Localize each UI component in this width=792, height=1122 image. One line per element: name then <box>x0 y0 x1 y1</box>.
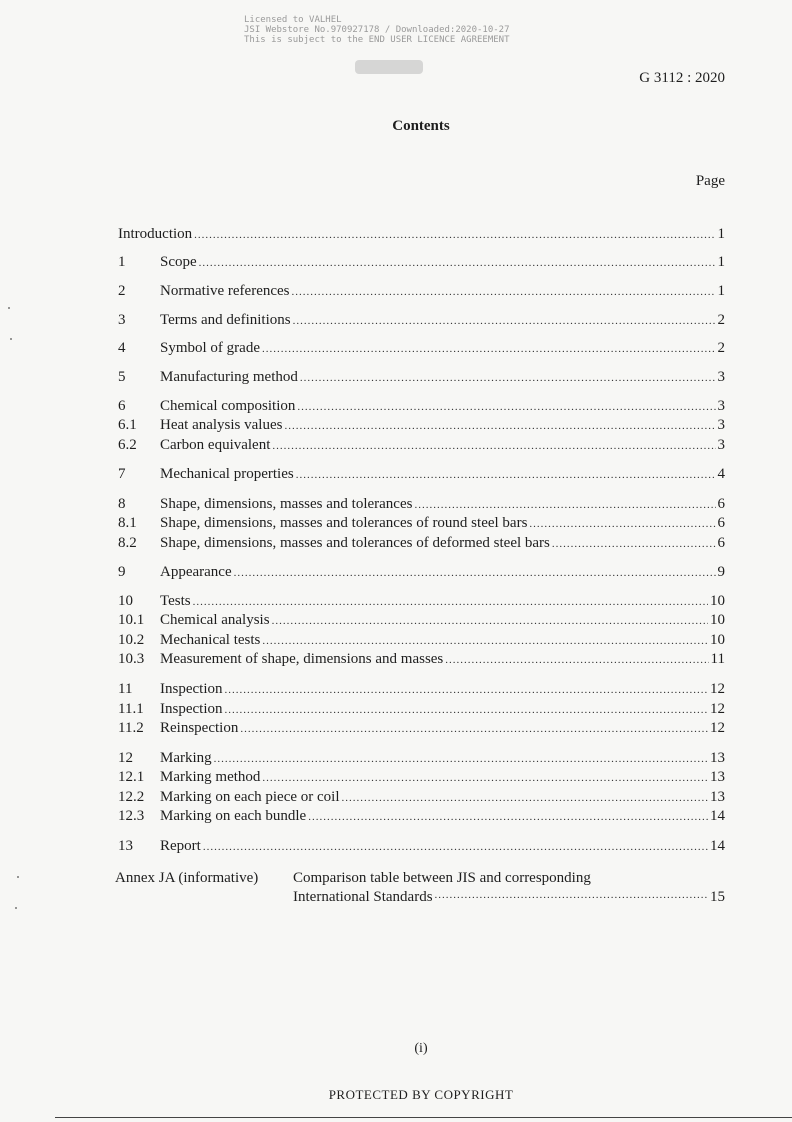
toc-entry-page: 12 <box>710 681 725 697</box>
toc-entry[interactable] <box>118 312 725 331</box>
toc-entry[interactable] <box>118 496 725 515</box>
toc-entry-number: 11 <box>118 681 133 697</box>
footer-page-number: (i) <box>414 1041 428 1056</box>
toc-entry-number: 10.2 <box>118 632 145 648</box>
toc-entry-label: Measurement of shape, dimensions and masses <box>160 651 444 667</box>
page-column-label: Page <box>695 173 725 189</box>
toc-entry-number: 8.1 <box>118 515 137 531</box>
leader-dots <box>234 567 716 579</box>
toc-entry-page: 10 <box>710 593 725 609</box>
toc-entry[interactable] <box>118 612 725 631</box>
leader-dots <box>224 704 708 716</box>
leader-dots <box>262 772 708 784</box>
toc-entry[interactable] <box>118 564 725 583</box>
toc-entry-page: 6 <box>717 496 725 512</box>
toc-entry[interactable] <box>118 720 725 739</box>
toc-entry-page: 14 <box>710 838 725 854</box>
toc-entry-label: Manufacturing method <box>160 369 298 385</box>
toc-entry-number: 8.2 <box>118 535 137 551</box>
toc-entry[interactable] <box>118 593 725 612</box>
toc-entry-label: Shape, dimensions, masses and tolerances of deformed steel bars <box>160 535 550 551</box>
toc-entry-label: Chemical composition <box>160 398 296 414</box>
toc-entry-number: 2 <box>118 283 126 299</box>
toc-entry[interactable] <box>118 226 725 245</box>
watermark-smudge <box>355 60 423 74</box>
toc-entry-label: Report <box>160 838 201 854</box>
toc-entry-number: 5 <box>118 369 126 385</box>
toc-entry[interactable] <box>118 838 725 857</box>
leader-dots <box>435 889 708 906</box>
license-watermark <box>244 15 510 45</box>
leader-dots <box>272 615 708 627</box>
leader-dots <box>414 499 715 511</box>
toc-entry-number: 12 <box>118 750 133 766</box>
toc-entry[interactable] <box>118 437 725 456</box>
toc-entry-number: 11.2 <box>118 720 144 736</box>
leader-dots <box>552 538 716 550</box>
scan-speck <box>8 307 10 309</box>
toc-entry-page: 9 <box>717 564 725 580</box>
leader-dots <box>262 343 716 355</box>
toc-entry-page: 6 <box>717 515 725 531</box>
toc-entry-number: 13 <box>118 838 133 854</box>
toc-entry[interactable] <box>118 789 725 808</box>
toc-entry[interactable] <box>118 417 725 436</box>
toc-entry-label: Heat analysis values <box>160 417 283 433</box>
toc-entry-number: 10 <box>118 593 133 609</box>
toc-entry-label: Marking on each piece or coil <box>160 789 340 805</box>
toc-entry[interactable] <box>118 535 725 554</box>
annex-title-line1: Comparison table between JIS and corresponding <box>293 870 591 886</box>
toc-entry[interactable] <box>118 398 725 417</box>
toc-entry-label: Shape, dimensions, masses and tolerances of round steel bars <box>160 515 528 531</box>
leader-dots <box>193 596 708 608</box>
leader-dots <box>308 811 708 823</box>
toc-entry-number: 6.1 <box>118 417 137 433</box>
toc-entry-number: 11.1 <box>118 701 144 717</box>
bottom-divider <box>55 1117 792 1118</box>
toc-entry[interactable] <box>118 681 725 700</box>
toc-entry[interactable] <box>118 750 725 769</box>
toc-entry[interactable] <box>118 340 725 359</box>
toc-entry-number: 10.3 <box>118 651 145 667</box>
toc-entry-page: 6 <box>717 535 725 551</box>
toc-entry-label: Marking method <box>160 769 261 785</box>
toc-entry-number: 9 <box>118 564 126 580</box>
scan-speck <box>15 907 17 909</box>
toc-entry-number: 8 <box>118 496 126 512</box>
watermark-line: Licensed to VALHEL <box>244 15 342 25</box>
toc-entry-number: 7 <box>118 466 126 482</box>
toc-entry-page: 3 <box>717 369 725 385</box>
toc-entry-label: Marking on each bundle <box>160 808 307 824</box>
toc-entry[interactable] <box>118 254 725 273</box>
toc-entry-label: Chemical analysis <box>160 612 270 628</box>
toc-entry-page: 4 <box>717 466 725 482</box>
toc-entry[interactable] <box>118 283 725 302</box>
toc-entry-number: 12.1 <box>118 769 145 785</box>
copyright-notice: PROTECTED BY COPYRIGHT <box>328 1087 514 1102</box>
leader-dots <box>284 420 715 432</box>
leader-dots <box>529 518 715 530</box>
toc-entry-number: 6 <box>118 398 126 414</box>
toc-entry-label: Scope <box>160 254 197 270</box>
toc-entry-page: 13 <box>710 789 725 805</box>
leader-dots <box>214 753 708 765</box>
annex-title-line2: International Standards <box>293 889 433 905</box>
watermark-line: This is subject to the END USER LICENCE AGREEMENT <box>244 35 510 45</box>
toc-entry-number: 4 <box>118 340 126 356</box>
page-title: Contents <box>392 118 450 134</box>
toc-entry-label: Appearance <box>160 564 232 580</box>
toc-entry[interactable] <box>118 808 725 827</box>
toc-entry-number: 6.2 <box>118 437 137 453</box>
toc-entry-page: 1 <box>717 283 725 299</box>
leader-dots <box>342 792 708 804</box>
toc-entry-page: 11 <box>710 651 725 667</box>
toc-entry-label: Inspection <box>160 701 223 717</box>
toc-annex-entry[interactable] <box>115 870 725 906</box>
toc-entry-page: 10 <box>710 632 725 648</box>
toc-entry-page: 12 <box>710 720 725 736</box>
scan-speck <box>10 338 12 340</box>
toc-entry-label: Reinspection <box>160 720 239 736</box>
leader-dots <box>199 257 716 269</box>
toc-entry-label: Terms and definitions <box>160 312 291 328</box>
annex-page: 15 <box>710 889 725 905</box>
toc-entry-page: 13 <box>710 750 725 766</box>
leader-dots <box>194 229 715 241</box>
toc-entry-label: Inspection <box>160 681 223 697</box>
toc-entry-label: Marking <box>160 750 212 766</box>
toc-entry[interactable] <box>118 515 725 534</box>
toc-entry-label: Mechanical properties <box>160 466 294 482</box>
toc-entry[interactable] <box>118 369 725 388</box>
leader-dots <box>203 841 708 853</box>
leader-dots <box>240 723 708 735</box>
toc-entry-label: Normative references <box>160 283 290 299</box>
toc-entry-page: 3 <box>717 398 725 414</box>
toc-entry[interactable] <box>118 701 725 720</box>
toc-entry-label: Mechanical tests <box>160 632 261 648</box>
leader-dots <box>224 684 708 696</box>
toc-entry-label: Symbol of grade <box>160 340 260 356</box>
leader-dots <box>262 635 708 647</box>
toc-entry-page: 14 <box>710 808 725 824</box>
toc-entry[interactable] <box>118 632 725 651</box>
leader-dots <box>293 315 716 327</box>
annex-prefix: Annex JA (informative) <box>115 870 259 886</box>
toc-entry[interactable] <box>118 466 725 485</box>
toc-entry-page: 2 <box>717 340 725 356</box>
toc-entry-page: 12 <box>710 701 725 717</box>
toc-entry-page: 10 <box>710 612 725 628</box>
leader-dots <box>297 401 715 413</box>
toc-entry-page: 3 <box>717 437 725 453</box>
toc-entry-page: 1 <box>717 254 725 270</box>
toc-entry-page: 3 <box>717 417 725 433</box>
scan-speck <box>17 876 19 878</box>
toc-entry-number: 12.3 <box>118 808 145 824</box>
leader-dots <box>296 469 716 481</box>
toc-entry-page: 1 <box>717 226 725 242</box>
toc-entry-label: Carbon equivalent <box>160 437 271 453</box>
toc-entry-label: Introduction <box>118 226 193 242</box>
toc-entry-number: 12.2 <box>118 789 145 805</box>
toc-entry[interactable] <box>118 769 725 788</box>
toc-entry-number: 3 <box>118 312 126 328</box>
toc-entry-number: 10.1 <box>118 612 145 628</box>
toc-entry-label: Tests <box>160 593 191 609</box>
document-number: G 3112 : 2020 <box>639 70 725 86</box>
toc-entry[interactable] <box>118 651 725 670</box>
toc-entry-number: 1 <box>118 254 126 270</box>
leader-dots <box>445 654 708 666</box>
toc-entry-page: 2 <box>717 312 725 328</box>
toc-entry-page: 13 <box>710 769 725 785</box>
toc-entry-label: Shape, dimensions, masses and tolerances <box>160 496 413 512</box>
watermark-line: JSI Webstore No.970927178 / Downloaded:2020-10-27 <box>244 25 510 35</box>
leader-dots <box>272 440 715 452</box>
leader-dots <box>292 286 716 298</box>
leader-dots <box>300 372 716 384</box>
